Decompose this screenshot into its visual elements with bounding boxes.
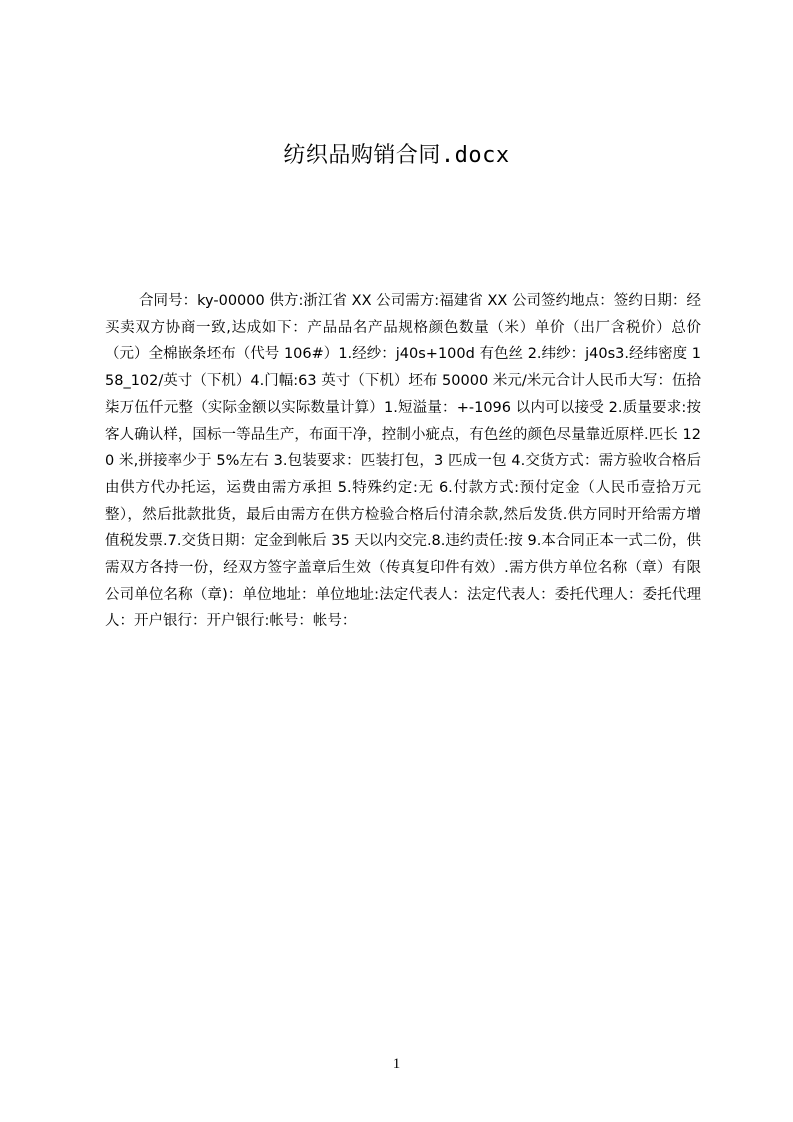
page-number: 1 (392, 1056, 401, 1072)
document-title: 纺织品购销合同.docx (283, 143, 510, 168)
contract-body-text: 合同号：ky-00000 供方:浙江省 XX 公司需方:福建省 XX 公司签约地点：签约日期：经买卖双方协商一致,达成如下：产品品名产品规格颜色数量（米）单价（出厂含税价）总价（元）全棉嵌条坯布（代号 106#）1.经纱：j40s+100d 有色丝 2.纬纱：j40s3.经纬密度 158_102/英寸（下机）4.门幅:63 英寸（下机）坯布 50000 米元/米元合计人民币大写：伍拾柒万伍仟元整（实际金额以实际数量计算）1.短溢量：+-1096 以内可以接受 2.质量要求:按客人确认样，国标一等品生产，布面干净，控制小疵点，有色丝的颜色尽量靠近原样.匹长 120 米,拼接率少于 5%左右 3.包装要求：匹装打包，3 匹成一包 4.交货方式：需方验收合格后由供方代办托运，运费由需方承担 5.特殊约定:无 6.付款方式:预付定金（人民币壹拾万元整），然后批款批货，最后由需方在供方检验合格后付清余款,然后发货.供方同时开给需方增值税发票.7.交货日期：定金到帐后 35 天以内交完.8.违约责任:按 9.本合同正本一式二份，供需双方各持一份，经双方签字盖章后生效（传真复印件有效）.需方供方单位名称（章）有限公司单位名称（章)：单位地址：单位地址:法定代表人：法定代表人：委托代理人：委托代理人：开户银行：开户银行:帐号：帐号： (105, 293, 701, 630)
